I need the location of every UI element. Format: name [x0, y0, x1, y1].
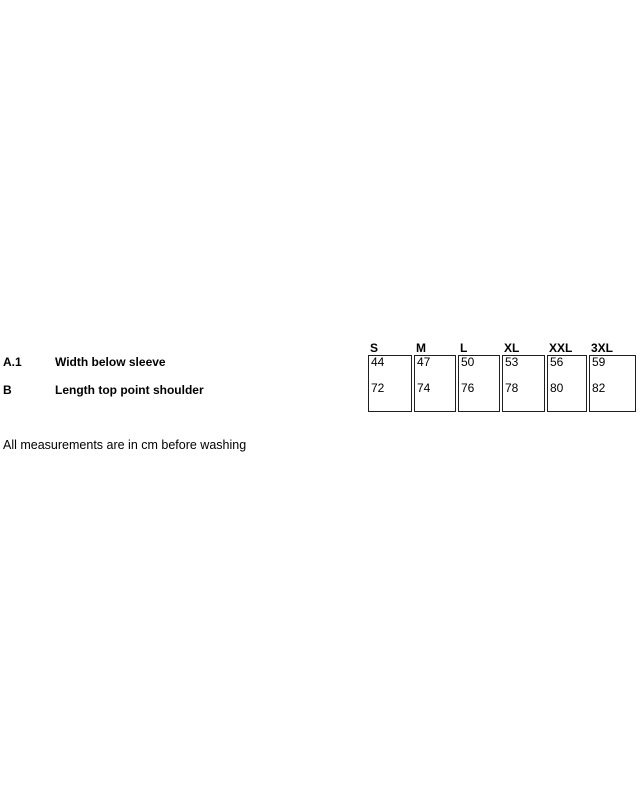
measurement-label-length-top-point-shoulder: Length top point shoulder: [55, 383, 204, 397]
size-column-header-xl: XL: [504, 341, 520, 355]
size-cell-xl: [502, 355, 545, 412]
value-width-below-sleeve-xl: 53: [505, 355, 519, 369]
size-table: [368, 342, 636, 412]
size-column-header-l: L: [460, 341, 468, 355]
value-width-below-sleeve-xxl: 56: [550, 355, 564, 369]
size-column-header-s: S: [370, 341, 379, 355]
size-column-header-m: M: [416, 341, 426, 355]
size-cell-l: [458, 355, 500, 412]
size-cell-m: [414, 355, 456, 412]
value-length-top-point-shoulder-xl: 78: [505, 381, 519, 395]
value-width-below-sleeve-s: 44: [371, 355, 385, 369]
value-length-top-point-shoulder-xxl: 80: [550, 381, 564, 395]
size-column-header-3xl: 3XL: [591, 341, 614, 355]
size-cell-3xl: [589, 355, 636, 412]
measurement-label-width-below-sleeve: Width below sleeve: [55, 355, 166, 369]
measurement-code-b: B: [3, 383, 12, 397]
value-width-below-sleeve-3xl: 59: [592, 355, 606, 369]
size-cell-s: [368, 355, 412, 412]
measurement-code-a1: A.1: [3, 355, 22, 369]
value-width-below-sleeve-l: 50: [461, 355, 475, 369]
value-length-top-point-shoulder-l: 76: [461, 381, 475, 395]
size-table-header-row: [368, 342, 636, 355]
value-length-top-point-shoulder-s: 72: [371, 381, 385, 395]
measurements-note: All measurements are in cm before washing: [3, 438, 247, 452]
value-width-below-sleeve-m: 47: [417, 355, 431, 369]
size-table-body: [368, 355, 636, 412]
value-length-top-point-shoulder-m: 74: [417, 381, 431, 395]
size-column-header-xxl: XXL: [549, 341, 573, 355]
size-cell-xxl: [547, 355, 587, 412]
value-length-top-point-shoulder-3xl: 82: [592, 381, 606, 395]
